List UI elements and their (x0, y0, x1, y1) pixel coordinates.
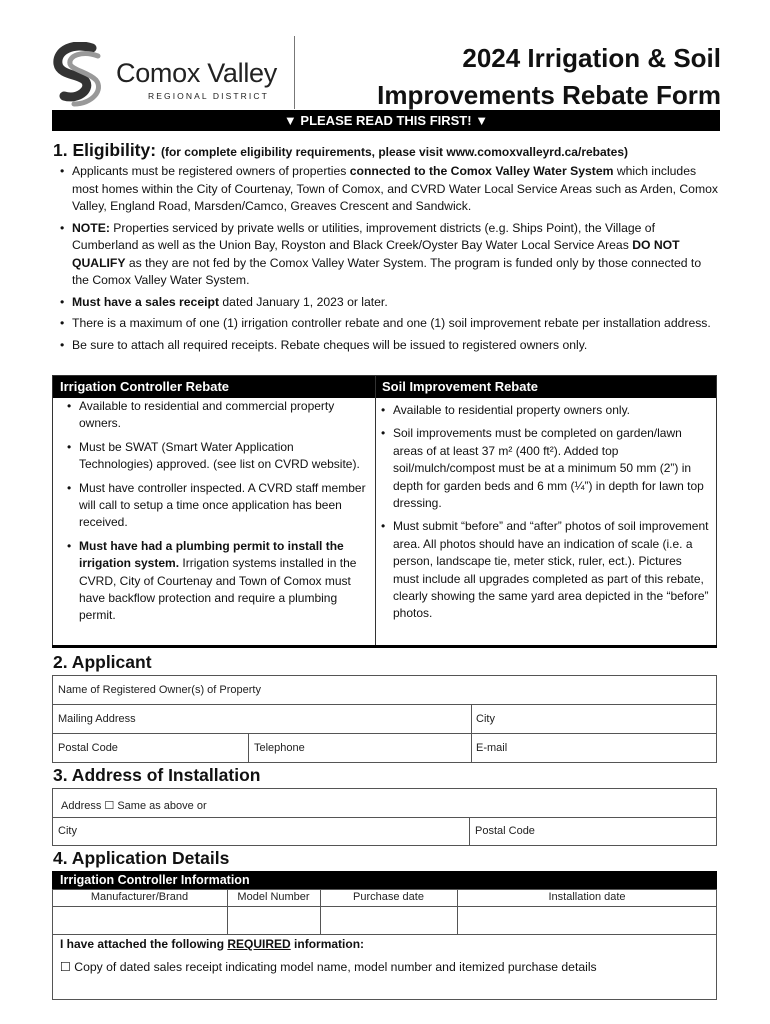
postal-code-field[interactable]: Postal Code (58, 742, 118, 754)
list-item: • Soil improvements must be completed on garden/lawn areas of at least 37 m² (400 ft²). Added top soil/mulch/compost must be at a minimum 50 mm (2”) in depth for garden beds and 6 mm (¼”) in depth for lawn top dressing. (381, 425, 709, 512)
required-info-heading: I have attached the following REQUIRED information: (60, 937, 365, 951)
list-item: • Be sure to attach all required receipts. Rebate cheques will be issued to registered owners only. (60, 337, 720, 355)
model-number-input[interactable] (228, 907, 320, 934)
col-purchase-date: Purchase date (353, 891, 424, 903)
telephone-field[interactable]: Telephone (254, 742, 305, 754)
grid-line (52, 817, 717, 818)
rebate-table (52, 375, 717, 646)
eligibility-title: 1. Eligibility: (53, 140, 157, 160)
applicant-title: 2. Applicant (53, 652, 152, 672)
grid-line (248, 733, 249, 763)
list-item: • Available to residential and commercial property owners. (67, 398, 369, 433)
city-field[interactable]: City (476, 713, 495, 725)
installation-city-field[interactable]: City (58, 825, 77, 837)
form-title-line2: Improvements Rebate Form (377, 80, 721, 110)
irrigation-rebate-column (67, 398, 369, 631)
eligibility-subtitle: (for complete eligibility requirements, please visit www.comoxvalleyrd.ca/rebates) (160, 145, 629, 159)
owner-name-field[interactable]: Name of Registered Owner(s) of Property (58, 684, 261, 696)
grid-line (469, 817, 470, 846)
purchase-date-input[interactable] (321, 907, 457, 934)
grid-line (52, 704, 717, 705)
form-title (377, 40, 721, 114)
mailing-address-field[interactable]: Mailing Address (58, 713, 136, 725)
eligibility-heading (53, 140, 628, 161)
list-item: • Must have had a plumbing permit to install the irrigation system. Irrigation systems installed in the CVRD, City of Courtenay and Town of Comox must have backflow protection and require a plumbing permit. (67, 538, 369, 625)
manufacturer-input[interactable] (53, 907, 227, 934)
grid-line (52, 934, 717, 935)
installation-address-field[interactable] (61, 799, 207, 812)
details-title: 4. Application Details (53, 848, 230, 868)
irrigation-rebate-header: Irrigation Controller Rebate (53, 376, 375, 398)
eligibility-list (60, 163, 720, 358)
controller-info-header: Irrigation Controller Information (52, 871, 717, 889)
org-subtitle: REGIONAL DISTRICT (148, 91, 269, 101)
col-model-number: Model Number (237, 891, 310, 903)
section-rule (52, 645, 717, 648)
list-item: • Must submit “before” and “after” photos of soil improvement area. All photos should have an indication of scale (i.e. a person, landscape tie, meter stick, ruler, ect.). Pictures must include all upgrades completed as part of this rebate, clearly showing the same yard area depicted in the “before” photos. (381, 518, 709, 622)
list-item: • Available to residential property owners only. (381, 402, 709, 419)
grid-line (471, 704, 472, 763)
table-divider (375, 376, 376, 645)
form-title-line1: 2024 Irrigation & Soil (462, 43, 721, 73)
grid-line (52, 733, 717, 734)
soil-rebate-column (381, 402, 709, 629)
list-item: • Must be SWAT (Smart Water Application Technologies) approved. (see list on CVRD website). (67, 439, 369, 474)
address-label: Address (61, 800, 102, 812)
cvrd-logo-icon (52, 42, 114, 108)
installation-title: 3. Address of Installation (53, 765, 261, 785)
list-item: • NOTE: Properties serviced by private wells or utilities, improvement districts (e.g. Ships Point), the Village of Cumberland as well as the Union Bay, Royston and Black Creek/Oyster Bay Water Local Service Areas DO NOT QUALIFY as they are not fed by the Comox Valley Water System. The program is funded only by those connected to the Comox Valley Water System. (60, 220, 720, 290)
col-installation-date: Installation date (548, 891, 626, 903)
email-field[interactable]: E-mail (476, 742, 508, 754)
col-manufacturer: Manufacturer/Brand (90, 891, 189, 903)
installation-postal-field[interactable]: Postal Code (475, 825, 535, 837)
installation-date-input[interactable] (458, 907, 716, 934)
list-item: • There is a maximum of one (1) irrigation controller rebate and one (1) soil improvement rebate per installation address. (60, 315, 720, 333)
list-item: • Must have a sales receipt dated January 1, 2023 or later. (60, 294, 720, 312)
read-first-banner: ▼ PLEASE READ THIS FIRST! ▼ (52, 110, 720, 131)
list-item: • Must have controller inspected. A CVRD staff member will call to setup a time once application has been received. (67, 480, 369, 532)
same-as-above-checkbox[interactable]: ☐ Same as above or (104, 800, 207, 812)
header-divider (294, 36, 295, 109)
org-name: Comox Valley (116, 58, 277, 88)
sales-receipt-checkbox[interactable]: ☐ Copy of dated sales receipt indicating model name, model number and itemized purchase details (60, 960, 597, 974)
soil-rebate-header: Soil Improvement Rebate (376, 376, 716, 398)
list-item: • Applicants must be registered owners of properties connected to the Comox Valley Water System which includes most homes within the City of Courtenay, Town of Comox, and CVRD Water Local Service Areas such as Arden, Comox Valley, England Road, Marsden/Camco, Greaves Crescent and Sandwick. (60, 163, 720, 216)
